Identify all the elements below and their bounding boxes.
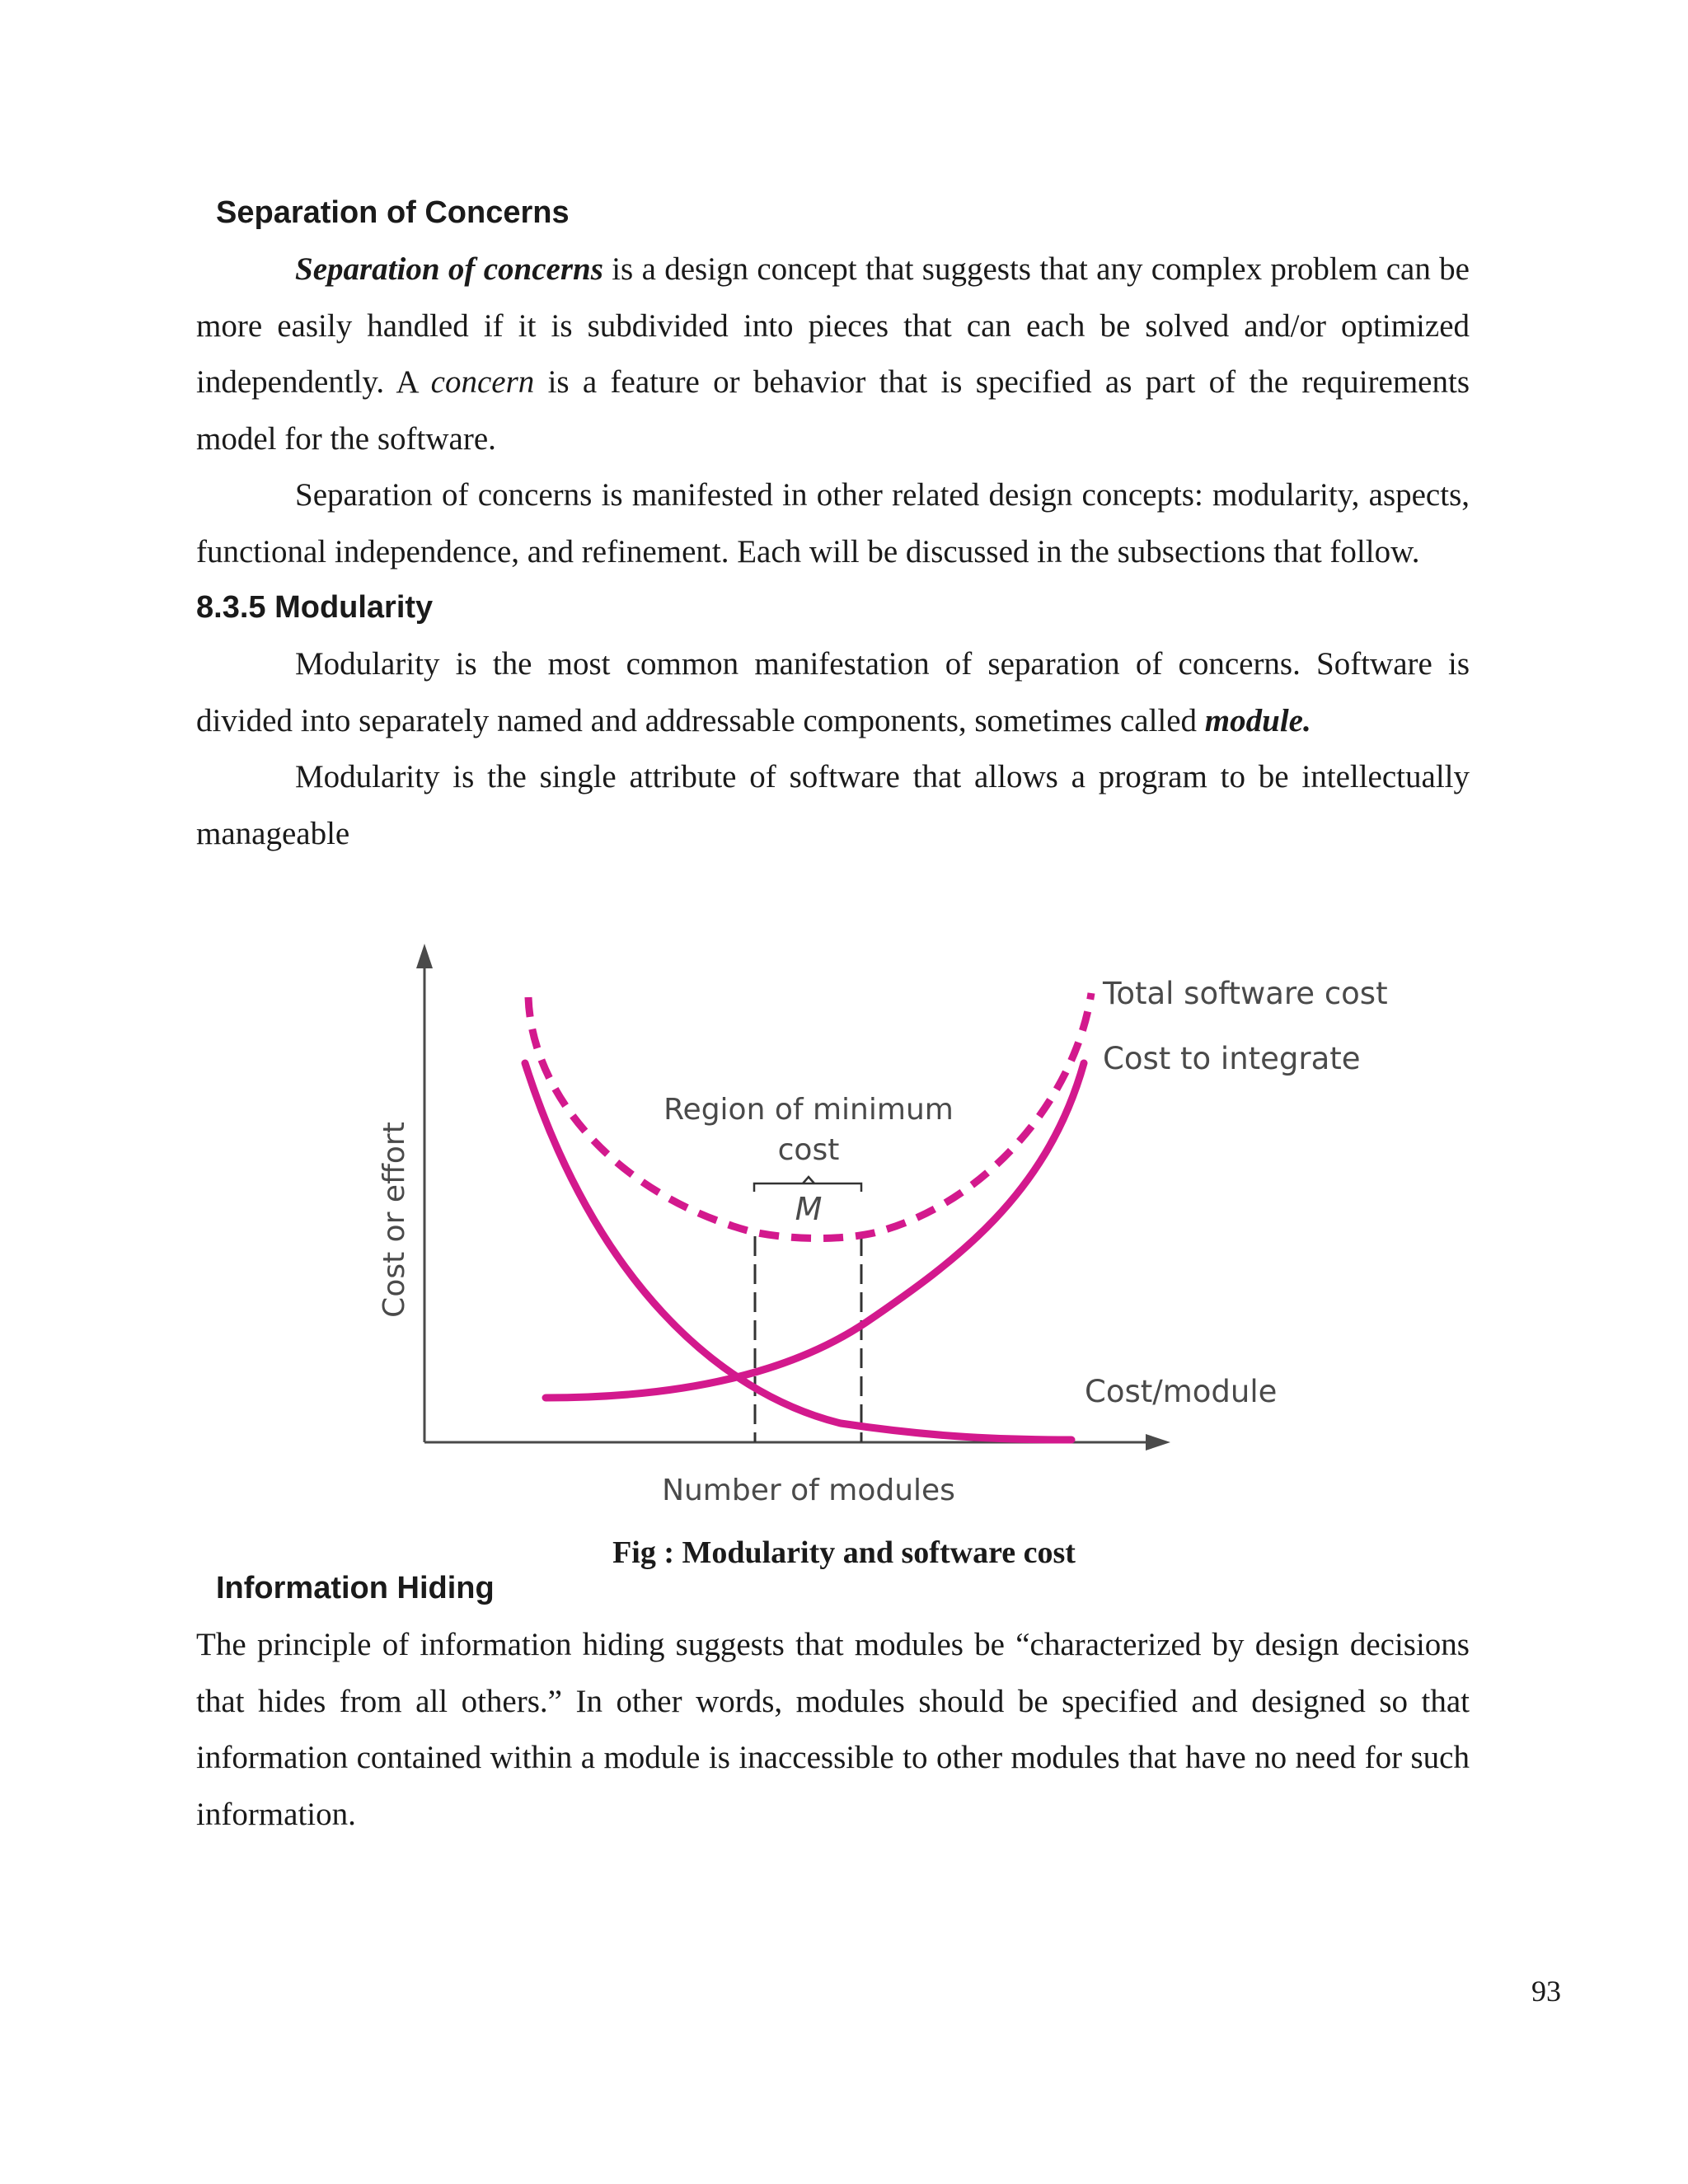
paragraph-modularity-manageable: Modularity is the single attribute of software that allows a program to be intellectually manageable: [196, 759, 1470, 851]
paragraph-text: Modularity is the most common manifestation of separation of concerns. Software is divided into separately named and addressable components, sometimes called: [196, 646, 1470, 738]
m-label: M: [795, 1191, 823, 1227]
x-axis-arrowhead: [1146, 1434, 1170, 1451]
paragraph-separation-of-concerns-definition: [196, 241, 1470, 467]
section-heading-information-hiding: Information Hiding: [216, 1571, 495, 1605]
term-separation-of-concerns: Separation of concerns: [295, 251, 603, 287]
y-axis-arrowhead: [416, 944, 433, 968]
paragraph-text: is a design concept that suggests that any complex problem can be more easily handled if it is subdivided into pieces that can each be solved and/or optimized independently. A: [196, 251, 1470, 400]
modularity-cost-diagram: [330, 931, 1401, 1525]
section-heading-modularity: 8.3.5 Modularity: [196, 590, 434, 625]
figure-caption: Fig : Modularity and software cost: [612, 1535, 1076, 1570]
region-label-line2: cost: [777, 1133, 840, 1167]
cost-per-module-label: Cost/module: [1085, 1374, 1278, 1409]
term-module: module.: [1204, 702, 1311, 738]
paragraph-separation-of-concerns-related: Separation of concerns is manifested in other related design concepts: modularity, aspects, functional independence, and refinement. Each will be discussed in the subsections that follow.: [196, 477, 1470, 569]
page-number: 93: [1531, 1975, 1561, 2008]
x-axis-label: Number of modules: [662, 1474, 955, 1507]
paragraph-modularity-definition: [196, 636, 1470, 749]
region-label-line1: Region of minimum: [663, 1093, 954, 1127]
section-heading-separation-of-concerns: Separation of Concerns: [216, 195, 570, 230]
paragraph-information-hiding: The principle of information hiding suggests that modules be “characterized by design decisions that hides from all others.” In other words, modules should be specified and designed so that information contained within a module is inaccessible to other modules that have no need for such information.: [196, 1627, 1470, 1832]
modularity-cost-figure: [330, 931, 1401, 1525]
total-software-cost-label: Total software cost: [1103, 976, 1388, 1011]
paragraph-text: is a feature or behavior that is specified as part of the requirements model for the software.: [196, 364, 1470, 457]
cost-to-integrate-label: Cost to integrate: [1103, 1041, 1361, 1076]
term-concern: concern: [430, 364, 535, 400]
y-axis-label: Cost or effort: [377, 1122, 411, 1318]
